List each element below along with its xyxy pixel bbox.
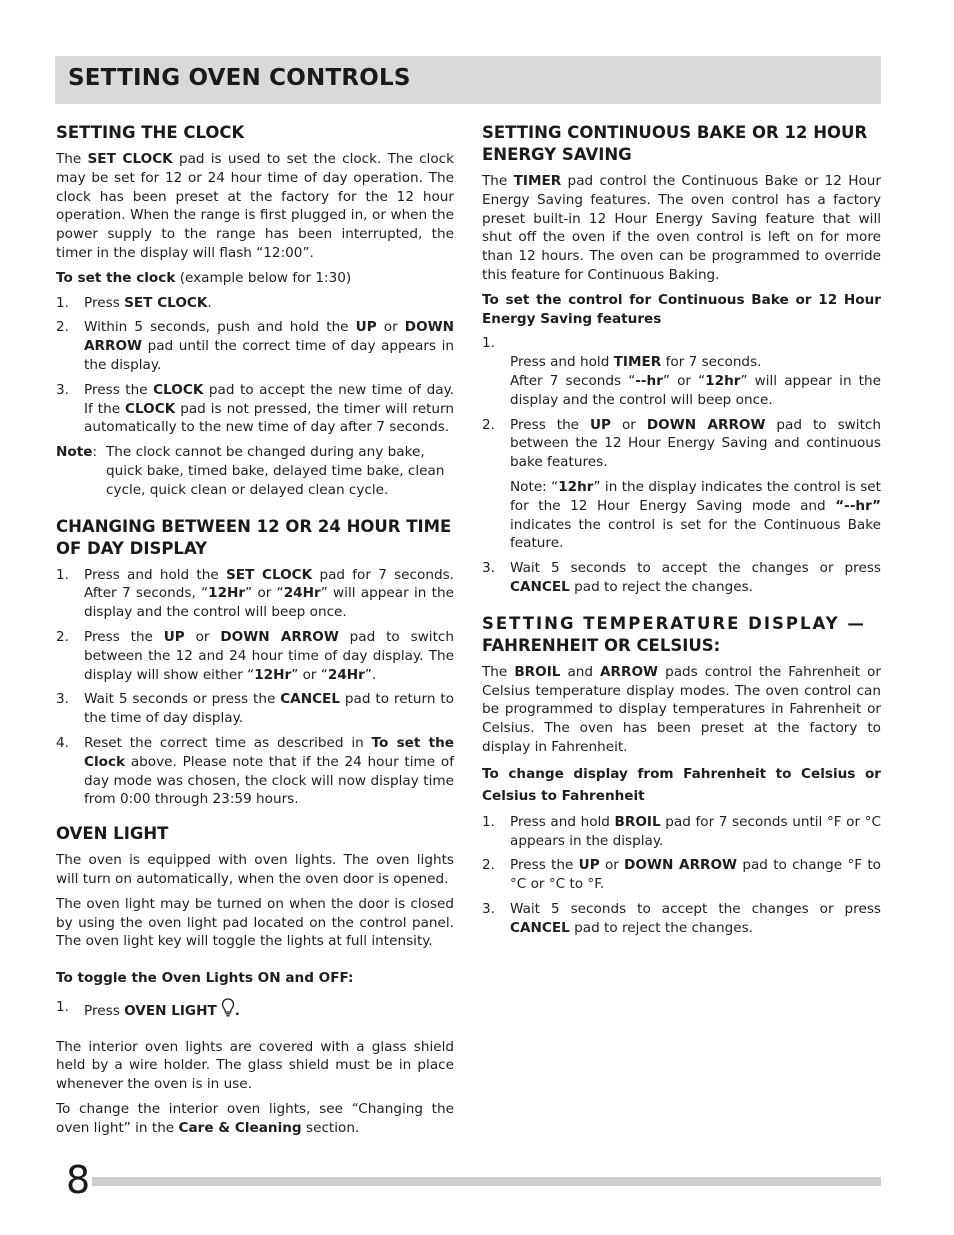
list-item: 3. Wait 5 seconds to accept the changes or press CANCEL pad to reject the changes. [482, 900, 881, 936]
list-item: 3. Press the CLOCK pad to accept the new time of day. If the CLOCK pad is not pressed, the timer will return automatically to the new time of day after 7 seconds. [56, 381, 454, 436]
continuous-note: Note: “12hr” in the display indicates the control is set for the 12 Hour Energy Saving mode and “--hr” indicates the control is set for the Continuous Bake feature. [510, 478, 881, 552]
list-item: 2. Press the UP or DOWN ARROW pad to switch between the 12 and 24 hour time of day display. The display will show either “12Hr” or “24Hr”. [56, 628, 454, 683]
footer-rule [92, 1177, 881, 1186]
oven-light-para-1: The oven is equipped with oven lights. The oven lights will turn on automatically, when the oven door is opened. [56, 852, 454, 887]
hour-display-steps [56, 566, 454, 810]
oven-light-heading: OVEN LIGHT [56, 824, 169, 844]
continuous-step-3 [482, 559, 881, 597]
continuous-heading: SETTING CONTINUOUS BAKE OR 12 HOUR ENERGY SAVING [482, 123, 868, 164]
temperature-intro: The BROIL and ARROW pads control the Fahrenheit or Celsius temperature display modes. The oven control can be programmed to display temperatures in Fahrenheit or Celsius. The oven has been preset at the factory to display in Fahrenheit. [482, 663, 882, 755]
oven-light-para-4: To change the interior oven lights, see “Changing the oven light” in the Care & Cleaning section. [56, 1101, 454, 1136]
list-item: 1. Press and hold BROIL pad for 7 seconds until °F or °C appears in the display. [482, 813, 881, 849]
clock-note: Note: The clock cannot be changed during any bake, quick bake, timed bake, delayed time bake, clean cycle, quick clean or delayed clean cycle. [56, 444, 445, 498]
oven-light-toggle-lead: To toggle the Oven Lights ON and OFF: [56, 970, 354, 987]
clock-heading: SETTING THE CLOCK [56, 123, 245, 142]
right-column [482, 122, 881, 944]
list-item: 4. Reset the correct time as described in To set the Clock above. Please note that if the 24 hour time of day mode was chosen, the clock will now display time from 0:00 through 23:59 hours. [56, 734, 454, 808]
temperature-heading: SETTING TEMPERATURE DISPLAY — FAHRENHEIT OR CELSIUS: [482, 613, 866, 655]
continuous-intro: The TIMER pad control the Continuous Bake or 12 Hour Energy Saving features. The oven control has a factory preset built-in 12 Hour Energy Saving feature that will shut off the oven if the oven control is left on for more than 12 hours. The oven can be programmed to override this feature for Continuous Baking. [482, 173, 881, 283]
page-number: 8 [66, 1158, 91, 1202]
oven-light-para-3: The interior oven lights are covered with a glass shield held by a wire holder. The glass shield must be in place whenever the oven is in use. [56, 1038, 454, 1093]
oven-light-steps [56, 998, 454, 1024]
hour-display-heading: CHANGING BETWEEN 12 OR 24 HOUR TIME OF DAY DISPLAY [56, 516, 452, 558]
list-item: 1. Press SET CLOCK. [56, 294, 212, 311]
temperature-lead: To change display from Fahrenheit to Celsius or Celsius to Fahrenheit [482, 765, 881, 804]
list-item: 3. Wait 5 seconds to accept the changes or press CANCEL pad to reject the changes. [482, 560, 881, 595]
temperature-steps [482, 813, 881, 938]
list-item: 3. Wait 5 seconds or press the CANCEL pad to return to the time of day display. [56, 691, 455, 727]
section-banner [55, 56, 881, 104]
list-item: 2. Press the UP or DOWN ARROW pad to switch between the 12 Hour Energy Saving and continuous bake features. [482, 416, 881, 471]
list-item: 2. Within 5 seconds, push and hold the UP or DOWN ARROW pad until the correct time of day appears in the display. [56, 319, 454, 373]
list-item: 1. Press and hold the SET CLOCK pad for 7 seconds. After 7 seconds, “12Hr” or “24Hr” will appear in the display and the control will beep once. [56, 566, 454, 621]
list-item: 1. Press and hold TIMER for 7 seconds. After 7 seconds “--hr” or “12hr” will appear in the display and the control will beep once. [482, 335, 881, 408]
oven-light-para-2: The oven light may be turned on when the door is closed by using the oven light pad located on the control panel. The oven light key will toggle the lights at full intensity. [56, 895, 454, 950]
list-item: 2. Press the UP or DOWN ARROW pad to change °F to °C or °C to °F. [482, 857, 881, 893]
continuous-steps [482, 334, 881, 472]
left-column [56, 122, 454, 1144]
clock-steps [56, 294, 454, 438]
list-item: 1. Press OVEN LIGHT . [56, 998, 454, 1024]
clock-lead: To set the clock (example below for 1:30) [56, 269, 352, 286]
light-bulb-icon [221, 998, 235, 1024]
clock-intro: The SET CLOCK pad is used to set the clock. The clock may be set for 12 or 24 hour time of day operation. The clock has been preset at the factory for the 12 hour operation. When the range is first plugged in, or when the power supply to the range has been interrupted, the timer in the display will flash “12:00”. [56, 151, 454, 261]
continuous-lead: To set the control for Continuous Bake or 12 Hour Energy Saving features [482, 291, 881, 327]
page-title: SETTING OVEN CONTROLS [68, 65, 411, 91]
